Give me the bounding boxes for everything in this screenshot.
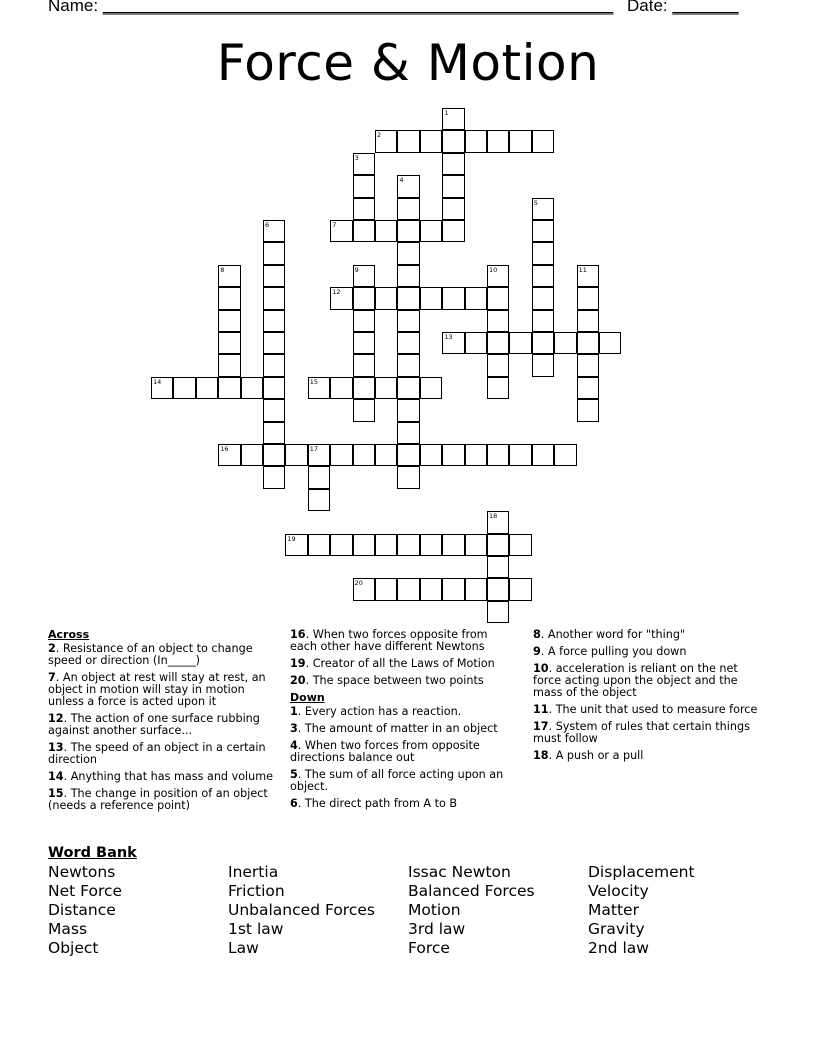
crossword-cell[interactable] [397, 377, 419, 399]
clue-number: 1 [290, 705, 298, 718]
clue-text: The change in position of an object (needs a reference point) [48, 787, 268, 812]
crossword-cell[interactable] [263, 242, 285, 264]
word-bank-item: Friction [228, 882, 285, 900]
crossword-cell[interactable] [442, 332, 464, 354]
crossword-cell[interactable] [308, 466, 330, 488]
crossword-cell[interactable] [442, 175, 464, 197]
crossword-cell[interactable] [375, 130, 397, 152]
clue-number: 9 [533, 645, 541, 658]
clue-down-5: 5. The sum of all force acting upon an object. [290, 768, 504, 793]
cell-number: 20 [354, 579, 363, 588]
word-bank-item: Velocity [588, 882, 649, 900]
clue-number: 19 [290, 657, 306, 670]
clue-down-1: 1. Every action has a reaction. [290, 705, 462, 718]
clue-text: The space between two points [312, 674, 484, 687]
crossword-cell[interactable] [442, 220, 464, 242]
clue-number: 14 [48, 770, 64, 783]
clue-text: The action of one surface rubbing against another surface... [48, 712, 260, 737]
word-bank-item: Newtons [48, 863, 116, 881]
word-bank-item: Matter [588, 901, 639, 919]
crossword-cell[interactable] [218, 310, 240, 332]
clue-across-16: 16. When two forces opposite from each other have different Newtons [290, 628, 488, 653]
cell-number: 13 [444, 333, 453, 341]
crossword-cell[interactable] [263, 265, 285, 287]
crossword-cell[interactable] [353, 175, 375, 197]
crossword-cell[interactable] [375, 377, 397, 399]
crossword-cell[interactable] [509, 130, 531, 152]
clues-col-2 [290, 629, 518, 815]
crossword-cell[interactable] [308, 489, 330, 511]
word-bank-item: 2nd law [588, 939, 649, 957]
clue-text: acceleration is reliant on the net force acting upon the object and the mass of the object [533, 662, 738, 699]
crossword-cell[interactable] [397, 242, 419, 264]
clue-across-2: 2. Resistance of an object to change speed or direction (In_____) [48, 642, 253, 667]
word-bank [48, 845, 768, 958]
crossword-cell[interactable] [487, 578, 509, 600]
clue-down-11: 11. The unit that used to measure force [533, 703, 758, 716]
crossword-cell[interactable] [442, 578, 464, 600]
crossword-cell[interactable] [465, 287, 487, 309]
clue-across-15: 15. The change in position of an object (needs a reference point) [48, 787, 268, 812]
word-bank-item: Displacement [588, 863, 695, 881]
crossword-cell[interactable] [532, 354, 554, 376]
crossword-cell[interactable] [577, 354, 599, 376]
crossword-cell[interactable] [375, 220, 397, 242]
crossword-cell[interactable] [330, 287, 352, 309]
clue-down-3: 3. The amount of matter in an object [290, 722, 498, 735]
clue-text: Creator of all the Laws of Motion [312, 657, 495, 670]
crossword-cell[interactable] [397, 220, 419, 242]
crossword-cell[interactable] [263, 466, 285, 488]
crossword-cell[interactable] [487, 287, 509, 309]
crossword-cell[interactable] [442, 153, 464, 175]
clue-number: 18 [533, 749, 549, 762]
crossword-cell[interactable] [577, 377, 599, 399]
clue-down-6: 6. The direct path from A to B [290, 797, 458, 810]
crossword-cell[interactable] [218, 377, 240, 399]
clue-number: 15 [48, 787, 64, 800]
clue-across-19: 19. Creator of all the Laws of Motion [290, 657, 495, 670]
word-bank-item: Net Force [48, 882, 123, 900]
crossword-cell[interactable] [554, 444, 576, 466]
clue-text: A push or a pull [555, 749, 644, 762]
crossword-cell[interactable] [353, 153, 375, 175]
crossword-cell[interactable] [263, 444, 285, 466]
crossword-cell[interactable] [285, 444, 307, 466]
word-bank-item: Object [48, 939, 99, 957]
clue-text: The unit that used to measure force [555, 703, 758, 716]
crossword-cell[interactable] [397, 310, 419, 332]
crossword-cell[interactable] [353, 578, 375, 600]
cell-number: 15 [309, 377, 319, 386]
crossword-cell[interactable] [330, 534, 352, 556]
crossword-cell[interactable] [353, 377, 375, 399]
crossword-cell[interactable] [442, 198, 464, 220]
word-bank-item: 1st law [228, 920, 284, 938]
crossword-cell[interactable] [487, 601, 509, 623]
crossword-cell[interactable] [330, 444, 352, 466]
clue-text: When two forces from opposite directions balance out [290, 739, 480, 764]
crossword-cell[interactable] [397, 466, 419, 488]
crossword-cell[interactable] [218, 354, 240, 376]
crossword-cell[interactable] [196, 377, 218, 399]
crossword-cell[interactable] [285, 534, 307, 556]
cell-number: 17 [309, 445, 319, 453]
crossword-cell[interactable] [599, 332, 621, 354]
crossword-cell[interactable] [420, 130, 442, 152]
crossword-cell[interactable] [330, 377, 352, 399]
cell-number: 18 [489, 512, 498, 521]
crossword-cell[interactable] [465, 130, 487, 152]
clue-text: When two forces opposite from each other have different Newtons [290, 628, 488, 653]
clue-number: 6 [290, 797, 298, 810]
cell-number: 16 [220, 445, 229, 453]
crossword-cell[interactable] [353, 534, 375, 556]
crossword-cell[interactable] [420, 578, 442, 600]
crossword-cell[interactable] [397, 175, 419, 197]
crossword-cell[interactable] [375, 287, 397, 309]
clue-number: 8 [533, 628, 541, 641]
crossword-cell[interactable] [465, 534, 487, 556]
cell-number: 11 [578, 265, 587, 274]
crossword-cell[interactable] [375, 578, 397, 600]
crossword-cell[interactable] [263, 332, 285, 354]
crossword-cell[interactable] [308, 444, 330, 466]
crossword-cell[interactable] [218, 332, 240, 354]
crossword-cell[interactable] [375, 534, 397, 556]
clue-across-14: 14. Anything that has mass and volume [48, 770, 274, 783]
crossword-cell[interactable] [487, 511, 509, 533]
clue-text: The sum of all force acting upon an object. [290, 768, 504, 793]
crossword-cell[interactable] [532, 130, 554, 152]
crossword-cell[interactable] [442, 444, 464, 466]
crossword-cell[interactable] [487, 556, 509, 578]
crossword-cell[interactable] [263, 422, 285, 444]
crossword-cell[interactable] [532, 287, 554, 309]
clue-text: An object at rest will stay at rest, an object in motion will stay in motion unless a force is acted upon it [48, 671, 266, 708]
word-bank-title: Word Bank [48, 845, 137, 861]
word-bank-item: Balanced Forces [408, 882, 535, 900]
clue-number: 17 [533, 720, 549, 733]
crossword-cell[interactable] [353, 332, 375, 354]
crossword-cell[interactable] [420, 287, 442, 309]
crossword-cell[interactable] [241, 377, 263, 399]
cell-number: 1 [444, 109, 449, 117]
crossword-cell[interactable] [263, 287, 285, 309]
crossword-cell[interactable] [577, 287, 599, 309]
crossword-cell[interactable] [577, 310, 599, 332]
word-bank-item: Inertia [228, 863, 279, 881]
clue-across-7: 7. An object at rest will stay at rest, an object in motion will stay in motion unless a force is acted upon it [48, 671, 266, 708]
clue-number: 2 [48, 642, 56, 655]
cell-number: 8 [220, 265, 225, 274]
crossword-cell[interactable] [263, 399, 285, 421]
crossword-cell[interactable] [397, 265, 419, 287]
crossword-cell[interactable] [218, 265, 240, 287]
clue-down-18: 18. A push or a pull [533, 749, 644, 762]
clue-text: Every action has a reaction. [304, 705, 462, 718]
crossword-cell[interactable] [151, 377, 173, 399]
crossword-cell[interactable] [218, 287, 240, 309]
word-bank-item: Law [228, 939, 259, 957]
word-bank-item: Force [408, 939, 450, 957]
crossword-cell[interactable] [308, 377, 330, 399]
crossword-cell[interactable] [241, 444, 263, 466]
clue-across-13: 13. The speed of an object in a certain direction [48, 741, 266, 766]
crossword-cell[interactable] [173, 377, 195, 399]
crossword-cell[interactable] [375, 444, 397, 466]
clue-text: Anything that has mass and volume [70, 770, 274, 783]
cell-number: 5 [533, 198, 538, 207]
crossword-cell[interactable] [532, 310, 554, 332]
clue-text: Another word for "thing" [547, 628, 686, 641]
crossword-cell[interactable] [509, 444, 531, 466]
crossword-cell[interactable] [532, 242, 554, 264]
name-label: Name: [48, 0, 99, 15]
clues-col-1 [48, 629, 280, 817]
crossword-cell[interactable] [263, 310, 285, 332]
across-heading: Across [48, 628, 90, 641]
clue-number: 13 [48, 741, 64, 754]
clue-across-12: 12. The action of one surface rubbing against another surface... [48, 712, 260, 737]
crossword-cell[interactable] [397, 422, 419, 444]
clue-text: The amount of matter in an object [304, 722, 498, 735]
crossword-cell[interactable] [397, 354, 419, 376]
crossword-cell[interactable] [577, 399, 599, 421]
clue-text: The speed of an object in a certain direction [48, 741, 266, 766]
word-bank-item: 3rd law [408, 920, 466, 938]
crossword-cell[interactable] [397, 198, 419, 220]
name-blank[interactable]: ______________________________________________________ [102, 0, 614, 15]
word-bank-item: Unbalanced Forces [228, 901, 375, 919]
cell-number: 6 [265, 221, 270, 229]
crossword-cell[interactable] [487, 332, 509, 354]
crossword-cell[interactable] [397, 534, 419, 556]
clue-number: 3 [290, 722, 298, 735]
clue-text: The direct path from A to B [304, 797, 458, 810]
cell-number: 19 [287, 534, 296, 543]
clue-across-20: 20. The space between two points [290, 674, 484, 687]
crossword-cell[interactable] [442, 108, 464, 130]
clue-down-9: 9. A force pulling you down [533, 645, 687, 658]
clues-col-3 [533, 629, 758, 767]
clue-number: 4 [290, 739, 298, 752]
page-title: Force & Motion [216, 34, 600, 92]
clue-down-4: 4. When two forces from opposite directions balance out [290, 739, 480, 764]
clue-text: System of rules that certain things must follow [533, 720, 750, 745]
cell-number: 4 [399, 176, 404, 185]
cell-number: 7 [332, 221, 337, 229]
crossword-cell[interactable] [509, 578, 531, 600]
crossword-cell[interactable] [263, 377, 285, 399]
crossword-cell[interactable] [218, 444, 240, 466]
crossword-cell[interactable] [420, 377, 442, 399]
crossword-cell[interactable] [353, 399, 375, 421]
crossword-cell[interactable] [353, 444, 375, 466]
crossword-cell[interactable] [487, 377, 509, 399]
crossword-cell[interactable] [420, 534, 442, 556]
crossword-cell[interactable] [397, 130, 419, 152]
crossword-cell[interactable] [487, 310, 509, 332]
clue-down-17: 17. System of rules that certain things must follow [533, 720, 750, 745]
crossword-cell[interactable] [532, 332, 554, 354]
cell-number: 12 [332, 288, 341, 297]
crossword-cell[interactable] [397, 444, 419, 466]
crossword-cell[interactable] [308, 534, 330, 556]
crossword-cell[interactable] [577, 265, 599, 287]
crossword-cell[interactable] [397, 287, 419, 309]
crossword-cell[interactable] [465, 444, 487, 466]
crossword-cell[interactable] [353, 220, 375, 242]
down-heading: Down [290, 691, 325, 704]
crossword-cell[interactable] [442, 287, 464, 309]
word-bank-grid [48, 863, 768, 958]
clue-number: 12 [48, 712, 64, 725]
crossword-cell[interactable] [487, 444, 509, 466]
crossword-cell[interactable] [397, 332, 419, 354]
word-bank-item: Mass [48, 920, 88, 938]
crossword-cell[interactable] [263, 220, 285, 242]
crossword-cell[interactable] [532, 198, 554, 220]
clue-number: 10 [533, 662, 549, 675]
crossword-cell[interactable] [532, 265, 554, 287]
date-label: Date: [627, 0, 668, 15]
crossword-cell[interactable] [442, 130, 464, 152]
word-bank-item: Gravity [588, 920, 645, 938]
crossword-cell[interactable] [263, 354, 285, 376]
clue-number: 5 [290, 768, 298, 781]
crossword-cell[interactable] [353, 354, 375, 376]
crossword-cell[interactable] [577, 332, 599, 354]
crossword-cell[interactable] [442, 534, 464, 556]
crossword-cell[interactable] [397, 578, 419, 600]
clue-number: 7 [48, 671, 56, 684]
clue-down-10: 10. acceleration is reliant on the net force acting upon the object and the mass of the object [533, 662, 738, 699]
crossword-cell[interactable] [554, 332, 576, 354]
crossword-cell[interactable] [330, 220, 352, 242]
clue-number: 20 [290, 674, 306, 687]
crossword-cell[interactable] [509, 332, 531, 354]
crossword-cell[interactable] [353, 287, 375, 309]
clue-number: 11 [533, 703, 549, 716]
crossword-cell[interactable] [353, 310, 375, 332]
cell-number: 10 [489, 265, 498, 274]
word-bank-item: Motion [408, 901, 461, 919]
crossword-cell[interactable] [532, 444, 554, 466]
clue-number: 16 [290, 628, 306, 641]
clue-text: A force pulling you down [547, 645, 687, 658]
crossword-cell[interactable] [487, 534, 509, 556]
crossword-cell[interactable] [420, 220, 442, 242]
crossword-cell[interactable] [487, 265, 509, 287]
crossword-cell[interactable] [509, 534, 531, 556]
crossword-cell[interactable] [397, 399, 419, 421]
word-bank-item: Distance [48, 901, 116, 919]
crossword-cell[interactable] [353, 198, 375, 220]
word-bank-item: Issac Newton [408, 863, 511, 881]
date-blank[interactable]: _______ [672, 0, 739, 15]
crossword-cell[interactable] [420, 444, 442, 466]
crossword-cell[interactable] [465, 578, 487, 600]
clue-down-8: 8. Another word for "thing" [533, 628, 686, 641]
crossword-cell[interactable] [487, 354, 509, 376]
crossword-cell[interactable] [532, 220, 554, 242]
clue-text: Resistance of an object to change speed or direction (In_____) [48, 642, 253, 667]
cell-number: 2 [377, 131, 382, 140]
crossword-cell[interactable] [465, 332, 487, 354]
crossword-cell[interactable] [353, 265, 375, 287]
cell-number: 9 [354, 265, 359, 274]
crossword-cell[interactable] [487, 130, 509, 152]
cell-number: 3 [354, 153, 359, 162]
cell-number: 14 [153, 377, 162, 386]
